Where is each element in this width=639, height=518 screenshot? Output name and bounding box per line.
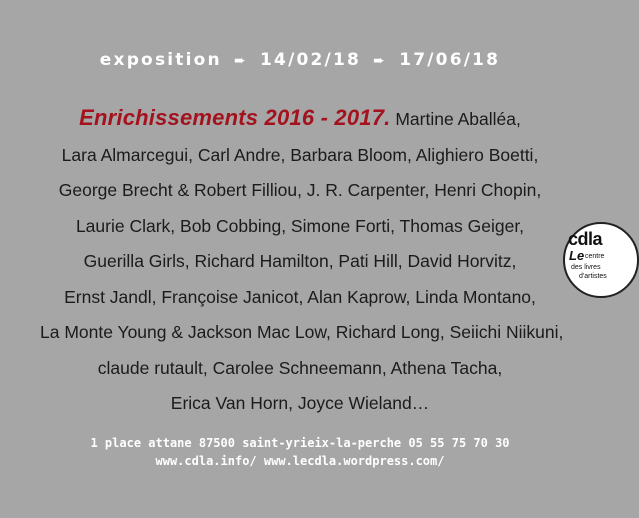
artist-line: Lara Almarcegui, Carl Andre, Barbara Bloom, Alighiero Boetti, (61, 144, 539, 165)
artist-list-block (40, 100, 564, 422)
artist-line: Erica Van Horn, Joyce Wieland… (170, 393, 430, 413)
exhibition-title: Enrichissements 2016 - 2017. (79, 105, 391, 130)
artist-line: George Brecht & Robert Filliou, J. R. Carpenter, Henri Chopin, (58, 180, 542, 200)
cdla-logo (563, 222, 639, 298)
logo-text: cdla (568, 229, 603, 249)
start-date: 14/02/18 (260, 50, 362, 70)
logo-text: centre (585, 253, 605, 260)
postal-address: 1 place attane 87500 saint-yrieix-la-perche 05 55 75 70 30 (90, 436, 510, 450)
artist-line: Laurie Clark, Bob Cobbing, Simone Forti, Thomas Geiger, (75, 215, 525, 236)
artist-line: Guerilla Girls, Richard Hamilton, Pati Hill, David Horvitz, (83, 251, 517, 271)
address-block (0, 434, 600, 470)
exhibition-dates-header (0, 50, 600, 70)
artist-line: Ernst Jandl, Françoise Janicot, Alan Kaprow, Linda Montano, (64, 286, 536, 307)
artist-line: La Monte Young & Jackson Mac Low, Richard Long, Seiichi Niikuni, (40, 322, 564, 342)
logo-text: des livres (571, 264, 601, 271)
logo-text: d'artistes (579, 273, 607, 280)
title-line (40, 100, 560, 138)
exposition-label: exposition (99, 50, 222, 70)
artist-line: claude rutault, Carolee Schneemann, Athena Tacha, (97, 357, 503, 378)
end-date: 17/06/18 (399, 50, 501, 70)
logo-text: Le (569, 248, 585, 263)
artist-line: Martine Aballéa, (395, 109, 521, 129)
website-links[interactable]: www.cdla.info/ www.lecdla.wordpress.com/ (155, 454, 445, 468)
arrow-right-icon: ➨ (373, 53, 388, 69)
arrow-right-icon: ➨ (233, 53, 248, 69)
